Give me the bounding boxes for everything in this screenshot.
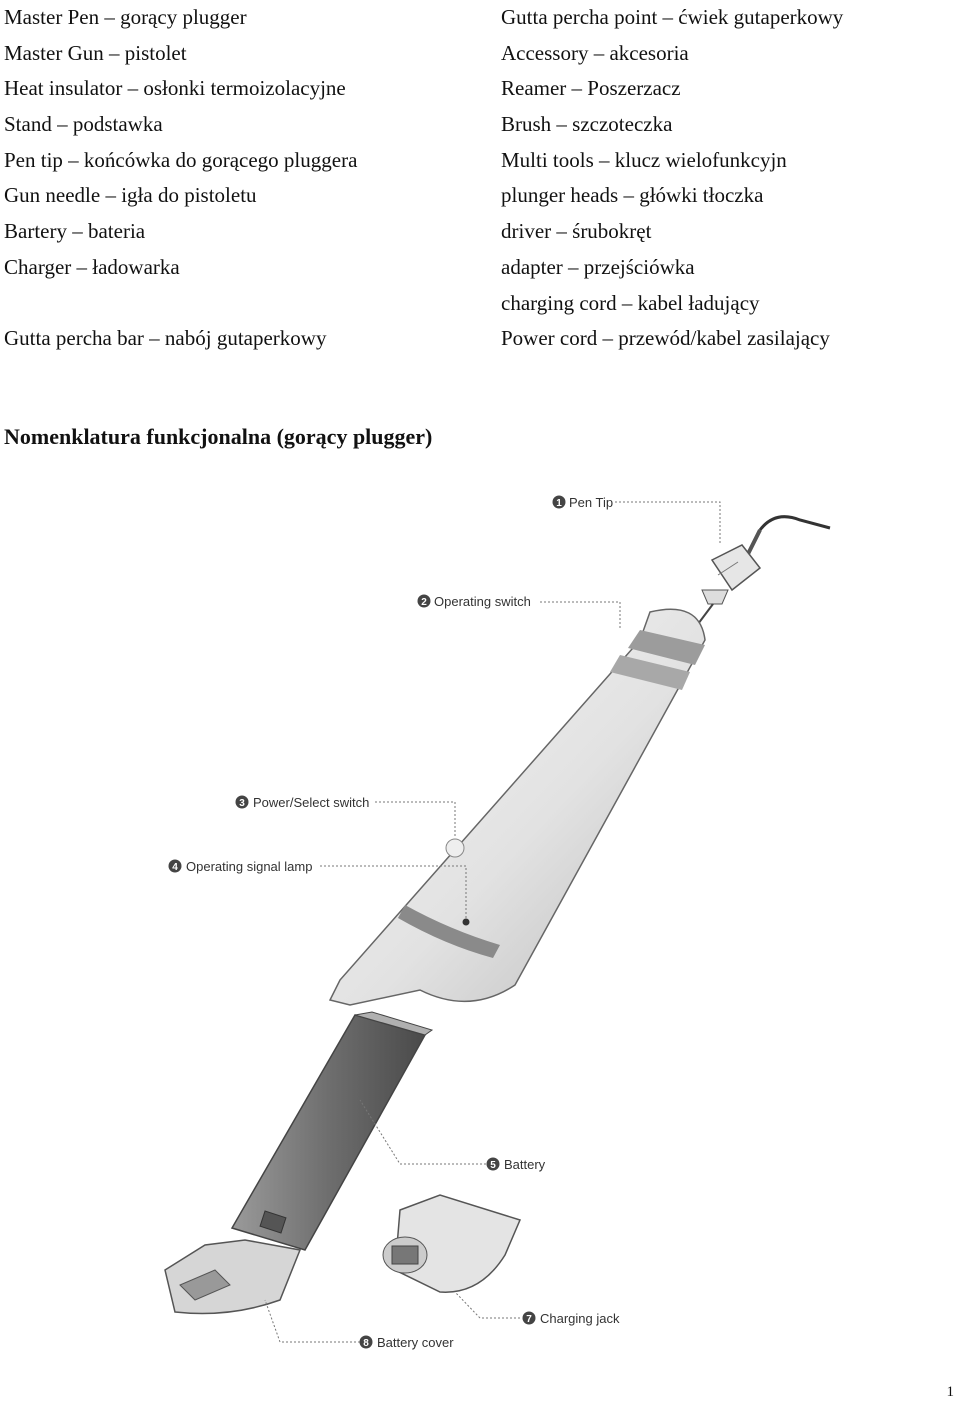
callout-number: 5	[490, 1160, 496, 1171]
glossary-right-column	[501, 0, 843, 357]
callout-number: 1	[556, 498, 562, 509]
callout-label: Battery	[504, 1157, 546, 1172]
callout-charging-jack	[523, 1311, 620, 1326]
glossary-entry: Reamer – Poszerzacz	[501, 76, 681, 101]
glossary-entry: Master Pen – gorący plugger	[4, 5, 247, 29]
callout-label: Pen Tip	[569, 495, 614, 510]
glossary-entry: Power cord – przewód/kabel zasilający	[501, 326, 830, 351]
signal-lamp-illustration	[463, 919, 470, 926]
glossary-entry: Accessory – akcesoria	[501, 40, 689, 65]
glossary-entry: charging cord – kabel ładujący	[501, 290, 760, 315]
power-switch-illustration	[446, 839, 464, 857]
glossary-entry: Gutta percha bar – nabój gutaperkowy	[4, 326, 327, 351]
callout-operating-signal-lamp	[169, 859, 313, 874]
callout-number: 8	[363, 1338, 369, 1349]
callout-label: Operating signal lamp	[186, 859, 313, 874]
glossary-entry: Bartery – bateria	[4, 219, 146, 244]
glossary-entry: Charger – ładowarka	[4, 254, 180, 279]
glossary-entry: Gutta percha point – ćwiek gutaperkowy	[501, 5, 844, 29]
callout-pen-tip	[553, 495, 614, 510]
callout-power-select-switch	[236, 795, 370, 810]
pen-tip-illustration	[695, 517, 830, 628]
callout-number: 2	[421, 597, 427, 608]
callout-label: Charging jack	[540, 1311, 620, 1326]
glossary-blank-line	[4, 286, 357, 322]
callout-label: Operating switch	[434, 594, 531, 609]
glossary-entry: Brush – szczoteczka	[501, 112, 673, 137]
page-number: 1	[946, 1384, 954, 1400]
glossary-entry: Heat insulator – osłonki termoizolacyjne	[4, 76, 346, 101]
callout-label: Power/Select switch	[253, 795, 370, 810]
glossary-entry: Gun needle – igła do pistoletu	[4, 183, 257, 208]
charging-jack-illustration	[383, 1195, 520, 1292]
pen-body-illustration	[330, 609, 705, 1005]
battery-cover-illustration	[165, 1240, 300, 1314]
callout-number: 3	[239, 798, 245, 809]
callout-label: Battery cover	[377, 1335, 454, 1350]
glossary-entry: plunger heads – główki tłoczka	[501, 183, 764, 208]
glossary-entry: Stand – podstawka	[4, 112, 163, 137]
section-heading: Nomenklatura funkcjonalna (gorący plugger)	[4, 424, 433, 449]
glossary-entry: Pen tip – końcówka do gorącego pluggera	[4, 147, 358, 172]
glossary-entry: Multi tools – klucz wielofunkcyjn	[501, 147, 787, 172]
glossary-left-column	[4, 0, 357, 357]
callout-operating-switch	[418, 594, 531, 609]
callout-number: 4	[172, 862, 178, 873]
callout-battery-cover	[360, 1335, 455, 1350]
glossary-entry: driver – śrubokręt	[501, 219, 652, 244]
glossary-entry: adapter – przejściówka	[501, 254, 695, 279]
glossary-entry: Master Gun – pistolet	[4, 40, 187, 65]
callout-battery	[487, 1157, 546, 1172]
plugger-diagram	[0, 470, 960, 1370]
callout-number: 7	[526, 1314, 532, 1325]
